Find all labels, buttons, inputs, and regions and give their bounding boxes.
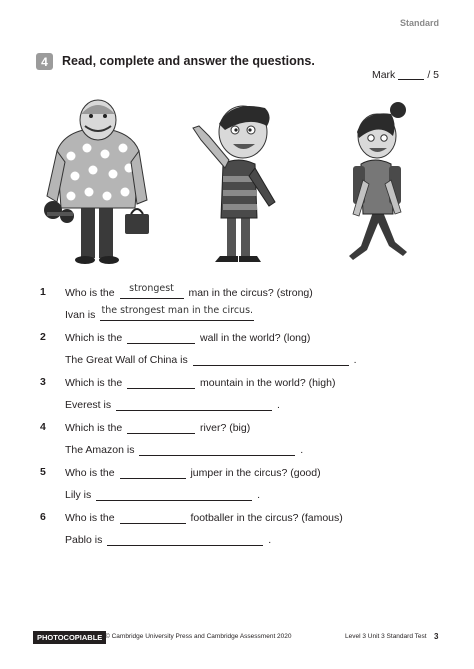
response-blank[interactable] bbox=[107, 533, 263, 546]
question-text-post: river? (big) bbox=[200, 422, 251, 434]
response-text-pre: Everest is bbox=[65, 399, 112, 411]
answer-blank[interactable] bbox=[127, 331, 195, 344]
response-text-post: . bbox=[300, 444, 304, 456]
question-text-post: wall in the world? (long) bbox=[200, 332, 311, 344]
question-text-post: man in the circus? (strong) bbox=[188, 287, 313, 299]
circus-characters-illustration bbox=[35, 96, 435, 268]
response-line bbox=[65, 488, 260, 501]
response-line bbox=[65, 533, 271, 546]
waving-boy-figure bbox=[193, 106, 275, 262]
question-number: 4 bbox=[40, 421, 46, 433]
question-number: 1 bbox=[40, 286, 46, 298]
strongman-figure bbox=[44, 100, 149, 264]
question-number: 5 bbox=[40, 466, 46, 478]
question-number: 2 bbox=[40, 331, 46, 343]
photocopiable-badge: PHOTOCOPIABLE bbox=[33, 631, 106, 644]
response-text-post: . bbox=[276, 399, 280, 411]
handwritten-answer: strongest bbox=[129, 283, 174, 294]
response-text-post: . bbox=[268, 534, 272, 546]
question-text-pre: Who is the bbox=[65, 287, 115, 299]
response-text-pre: The Great Wall of China is bbox=[65, 354, 188, 366]
question-line bbox=[65, 331, 310, 344]
response-text-pre: Lily is bbox=[65, 489, 92, 501]
question-text-pre: Which is the bbox=[65, 422, 123, 434]
mark-label: Mark bbox=[371, 69, 396, 81]
question-line bbox=[65, 511, 343, 524]
walking-girl-figure bbox=[349, 102, 407, 260]
question-text-pre: Which is the bbox=[65, 332, 123, 344]
response-text-pre: Ivan is bbox=[65, 309, 96, 321]
mark-box bbox=[372, 69, 439, 81]
response-line bbox=[65, 398, 280, 411]
mark-blank[interactable] bbox=[398, 79, 424, 80]
question-line bbox=[65, 376, 335, 389]
question-text-post: jumper in the circus? (good) bbox=[190, 467, 321, 479]
question-line bbox=[65, 421, 250, 434]
response-text-post: . bbox=[257, 489, 261, 501]
response-line bbox=[65, 305, 256, 321]
page-number: 3 bbox=[434, 632, 439, 641]
response-text-pre: Pablo is bbox=[65, 534, 103, 546]
question-line bbox=[65, 283, 313, 299]
handwritten-response: the strongest man in the circus. bbox=[101, 305, 254, 316]
response-blank[interactable] bbox=[116, 398, 272, 411]
question-text-post: footballer in the circus? (famous) bbox=[190, 512, 343, 524]
exercise-number-badge: 4 bbox=[36, 53, 53, 70]
response-blank[interactable] bbox=[139, 443, 295, 456]
question-number: 3 bbox=[40, 376, 46, 388]
level-tag: Standard bbox=[399, 18, 439, 28]
response-text-pre: The Amazon is bbox=[65, 444, 135, 456]
question-text-pre: Which is the bbox=[65, 377, 123, 389]
question-line bbox=[65, 466, 321, 479]
copyright-notice: © Cambridge University Press and Cambridge Assessment 2020 bbox=[105, 633, 292, 640]
response-line bbox=[65, 353, 357, 366]
answer-blank[interactable] bbox=[127, 376, 195, 389]
response-blank[interactable] bbox=[96, 488, 252, 501]
question-number: 6 bbox=[40, 511, 46, 523]
exercise-title: Read, complete and answer the questions. bbox=[62, 54, 315, 68]
answer-blank[interactable] bbox=[120, 511, 186, 524]
answer-blank[interactable] bbox=[120, 283, 184, 299]
test-level-label: Level 3 Unit 3 Standard Test bbox=[345, 633, 427, 640]
question-text-pre: Who is the bbox=[65, 467, 115, 479]
question-text-pre: Who is the bbox=[65, 512, 115, 524]
response-text-post: . bbox=[353, 354, 357, 366]
answer-blank[interactable] bbox=[127, 421, 195, 434]
response-blank[interactable] bbox=[193, 353, 349, 366]
response-line bbox=[65, 443, 303, 456]
mark-total: / 5 bbox=[427, 69, 439, 81]
answer-blank[interactable] bbox=[120, 466, 186, 479]
question-text-post: mountain in the world? (high) bbox=[200, 377, 336, 389]
response-blank[interactable] bbox=[100, 305, 254, 321]
